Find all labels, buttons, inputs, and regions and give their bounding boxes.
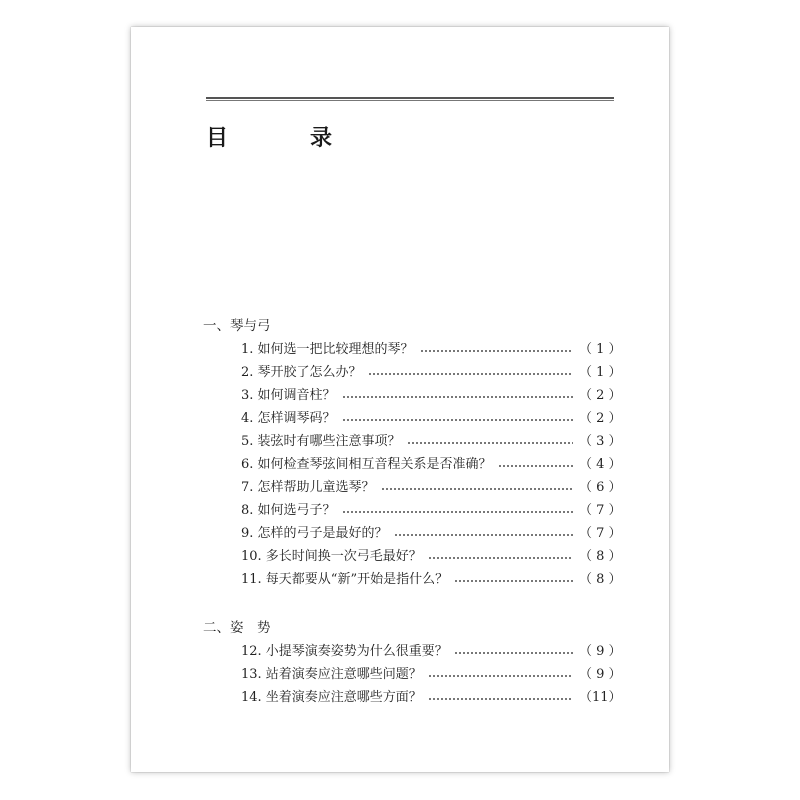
dot-leader [428, 698, 573, 700]
toc-entry-page: （ 7 ） [579, 526, 622, 541]
toc-entry [203, 568, 622, 591]
toc-entry-page: （ 2 ） [579, 411, 622, 426]
section-spacer [203, 591, 619, 617]
toc-entry-page: （ 3 ） [579, 434, 622, 449]
toc-entry-label: 5. 装弦时有哪些注意事项？ [241, 434, 401, 449]
toc-entry-page: （11） [579, 690, 622, 705]
dot-leader [428, 675, 573, 677]
header-rule [206, 97, 614, 101]
toc-entry-page: （ 2 ） [579, 388, 622, 403]
toc-entry-label: 13. 站着演奏应注意哪些问题？ [241, 667, 422, 682]
toc-entry-page: （ 6 ） [579, 480, 622, 495]
dot-leader [454, 580, 573, 582]
dot-leader [420, 350, 573, 352]
dot-leader [342, 419, 573, 421]
toc-entry-label: 2. 琴开胶了怎么办？ [241, 365, 362, 380]
dot-leader [407, 442, 573, 444]
document-page [131, 27, 669, 772]
toc-entry [203, 476, 622, 499]
toc-entry-label: 14. 坐着演奏应注意哪些方面？ [241, 690, 422, 705]
dot-leader [381, 488, 573, 490]
toc-entry-label: 11. 每天都要从“新”开始是指什么？ [241, 572, 449, 587]
toc-entry-page: （ 8 ） [579, 549, 622, 564]
toc-entry-page: （ 1 ） [579, 342, 622, 357]
toc-entry [203, 361, 622, 384]
toc-entry [203, 640, 622, 663]
dot-leader [454, 652, 573, 654]
page-title: 目 录 [206, 126, 363, 151]
toc-entry-label: 6. 如何检查琴弦间相互音程关系是否准确？ [241, 457, 492, 472]
toc-entry-label: 10. 多长时间换一次弓毛最好？ [241, 549, 422, 564]
toc-entry-label: 8. 如何选弓子？ [241, 503, 336, 518]
toc-entry [203, 499, 622, 522]
toc-entry-label: 3. 如何调音柱？ [241, 388, 336, 403]
dot-leader [394, 534, 573, 536]
dot-leader [428, 557, 573, 559]
toc-entry-page: （ 4 ） [579, 457, 622, 472]
toc-entry [203, 686, 622, 709]
toc-entry [203, 453, 622, 476]
toc-entry-label: 12. 小提琴演奏姿势为什么很重要？ [241, 644, 448, 659]
toc-entry [203, 522, 622, 545]
toc-entry-label: 4. 怎样调琴码？ [241, 411, 336, 426]
toc-entry [203, 663, 622, 686]
dot-leader [342, 511, 573, 513]
toc-entry-label: 1. 如何选一把比较理想的琴？ [241, 342, 414, 357]
toc-entry [203, 384, 622, 407]
toc-entry [203, 545, 622, 568]
section-heading: 一、琴与弓 [203, 318, 271, 334]
toc-entry [203, 407, 622, 430]
toc-entry-page: （ 7 ） [579, 503, 622, 518]
toc-entry-page: （ 9 ） [579, 667, 622, 682]
dot-leader [498, 465, 573, 467]
toc-entry [203, 430, 622, 453]
section-heading: 二、姿 势 [203, 620, 271, 636]
toc-entry [203, 338, 622, 361]
table-of-contents [203, 315, 622, 709]
toc-entry-page: （ 1 ） [579, 365, 622, 380]
toc-entry-label: 9. 怎样的弓子是最好的？ [241, 526, 388, 541]
toc-entry-label: 7. 怎样帮助儿童选琴？ [241, 480, 375, 495]
dot-leader [342, 396, 573, 398]
dot-leader [368, 373, 573, 375]
toc-entry-page: （ 8 ） [579, 572, 622, 587]
toc-entry-page: （ 9 ） [579, 644, 622, 659]
